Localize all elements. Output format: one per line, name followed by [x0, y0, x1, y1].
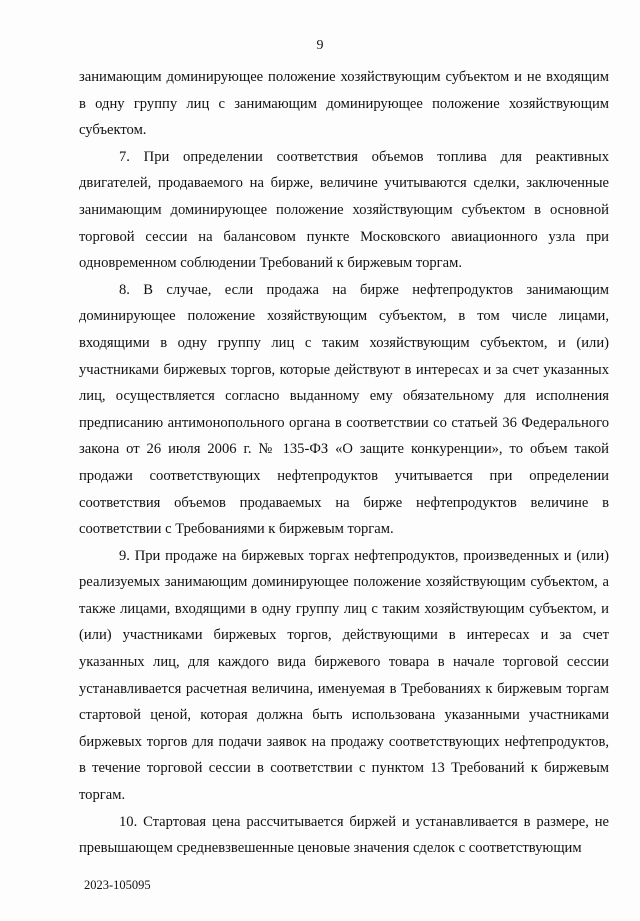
page-number: 9 [316, 38, 324, 53]
paragraph-9: 9. При продаже на биржевых торгах нефтепродуктов, произведенных и (или) реализуемых занимающим доминирующее положение хозяйствующим субъектом, а также лицами, входящими в одну группу лиц с таким хозяйствующим субъектом, и (или) участниками биржевых торгов, действующими в интересах и за счет указанных лиц, для каждого вида биржевого товара в начале торговой сессии устанавливается расчетная величина, именуемая в Требованиях к биржевым торгам стартовой ценой, которая должна быть использована указанными участниками биржевых торгов для подачи заявок на продажу соответствующих нефтепродуктов, в течение торговой сессии в соответствии с пунктом 13 Требований к биржевым торгам. [79, 547, 609, 804]
document-id: 2023-105095 [84, 878, 151, 892]
paragraph-8: 8. В случае, если продажа на бирже нефтепродуктов занимающим доминирующее положение хозяйствующим субъектом, в том числе лицами, входящими в одну группу лиц с таким хозяйствующим субъектом, и (или) участниками биржевых торгов, которые действуют в интересах и за счет указанных лиц, осуществляется согласно выданному ему обязательному для исполнения предписанию антимонопольного органа в соответствии со статьей 36 Федерального закона от 26 июля 2006 г. № 135-ФЗ «О защите конкуренции», то объем такой продажи соответствующих нефтепродуктов учитывается при определении соответствия объемов продаваемых на бирже нефтепродуктов величине в соответствии с Требованиями к биржевым торгам. [79, 281, 609, 538]
paragraph-continuation: занимающим доминирующее положение хозяйствующим субъектом и не входящим в одну группу лиц с занимающим доминирующее положение хозяйствующим субъектом. [79, 69, 609, 139]
paragraph-10: 10. Стартовая цена рассчитывается биржей и устанавливается в размере, не превышающем средневзвешенные ценовые значения сделок с соответствующим [79, 813, 609, 857]
document-body [79, 64, 609, 862]
paragraph-7: 7. При определении соответствия объемов топлива для реактивных двигателей, продаваемого на бирже, величине учитываются сделки, заключенные занимающим доминирующее положение хозяйствующим субъектом в основной торговой сессии на балансовом пункте Московского авиационного узла при одновременном соблюдении Требований к биржевым торгам. [79, 148, 609, 272]
